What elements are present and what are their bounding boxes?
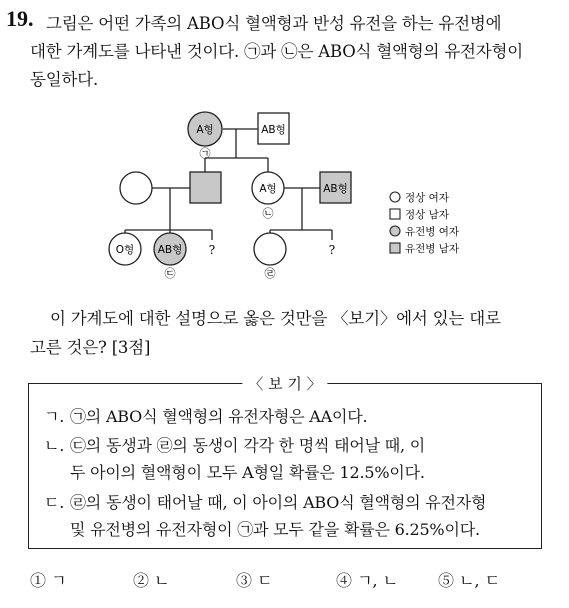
mark-a: ㉠ (199, 147, 211, 160)
pedigree-chart (0, 0, 569, 300)
pedigree-legend (390, 191, 460, 255)
ask-line-1: 이 가계도에 대한 설명으로 옳은 것만을 〈보기〉에서 있는 대로 (50, 309, 501, 328)
choice-4[interactable]: ④ ㄱ, ㄴ (336, 571, 399, 590)
child-ab-label: AB형 (157, 244, 183, 256)
statement-c-line-2: 및 유전병의 유전자형이 ㉠과 모두 같을 확률은 6.25%이다. (70, 520, 480, 539)
statement-b-line-2: 두 아이의 혈액형이 모두 A형일 확률은 12.5%이다. (70, 463, 425, 482)
child-o-label: O형 (115, 244, 135, 256)
legend-normal-male-icon (390, 209, 400, 219)
bogi-title: 〈 보 기 〉 (242, 373, 327, 394)
choice-1[interactable]: ① ㄱ (30, 571, 67, 590)
choice-3[interactable]: ③ ㄷ (236, 571, 273, 590)
legend-affected-male: 유전병 남자 (405, 243, 460, 255)
question-number: 19. (6, 6, 34, 31)
wife-left-normal-female (120, 172, 152, 204)
grandmother-label: A형 (196, 124, 214, 136)
daughter-label: A형 (259, 183, 277, 195)
legend-affected-female: 유전병 여자 (405, 226, 460, 238)
child-right-normal-female (254, 233, 286, 265)
husband-right-label: AB형 (323, 183, 348, 195)
mark-c: ㉢ (164, 267, 176, 280)
legend-affected-male-icon (390, 243, 400, 253)
legend-normal-female-icon (390, 192, 400, 202)
statement-b-marker: ㄴ. (44, 436, 65, 455)
choice-5[interactable]: ⑤ ㄴ, ㄷ (438, 571, 501, 590)
statement-c-marker: ㄷ. (44, 493, 65, 512)
legend-normal-female: 정상 여자 (405, 192, 449, 204)
legend-affected-female-icon (390, 226, 400, 236)
unknown-child-right: ? (328, 243, 336, 257)
statement-b-line-1: ㉢의 동생과 ㉣의 동생이 각각 한 명씩 태어날 때, 이 (70, 436, 426, 455)
question-text-line-3: 동일하다. (30, 70, 99, 89)
question-text-line-2: 대한 가계도를 나타낸 것이다. ㉠과 ㉡은 ABO식 혈액형의 유전자형이 (30, 42, 524, 61)
mark-b: ㉡ (262, 207, 274, 220)
statement-a-line-1: ㉠의 ABO식 혈액형의 유전자형은 AA이다. (70, 407, 368, 426)
mark-d: ㉣ (264, 267, 276, 280)
legend-normal-male: 정상 남자 (405, 209, 449, 221)
choice-2[interactable]: ② ㄴ (133, 571, 170, 590)
question-text-line-1: 그림은 어떤 가족의 ABO식 혈액형과 반성 유전을 하는 유전병에 (46, 14, 502, 33)
ask-line-2: 고른 것은? [3점] (30, 338, 151, 357)
statement-a-marker: ㄱ. (44, 407, 65, 426)
statement-c-line-1: ㉣의 동생이 태어날 때, 이 아이의 ABO식 혈액형의 유전자형 (70, 493, 487, 512)
grandfather-label: AB형 (261, 124, 286, 136)
son-affected-male (190, 172, 221, 203)
unknown-child-left: ? (208, 243, 216, 257)
